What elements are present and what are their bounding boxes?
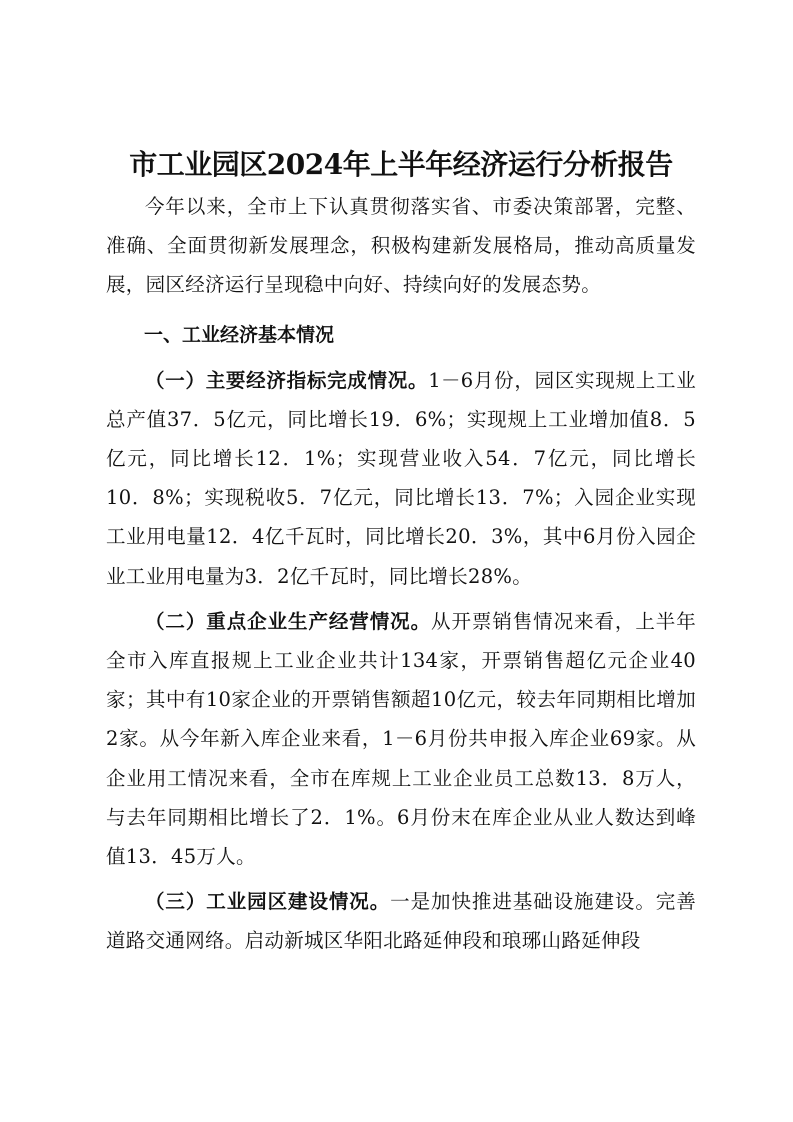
document-title: 市工业园区2024年上半年经济运行分析报告 [129,148,673,181]
paragraph-text: 从开票销售情况来看，上半年全市入库直报规上工业企业共计134家，开票销售超亿元企业40家；其中有10家企业的开票销售额超10亿元，较去年同期相比增加2家。从今年新入库企业来看，1－6月份共申报入库企业69家。从企业用工情况来看，全市在库规上工业企业员工总数13．8万人，与去年同期相比增长了2．1%。6月份末在库企业从业人数达到峰值13．45万人。 [106,609,696,869]
paragraph-lead: （二）重点企业生产经营情况。 [145,609,432,633]
paragraph-park-construction [106,882,696,960]
document-page [106,146,696,961]
paragraph-key-enterprises [106,602,696,876]
paragraph-main-indicators [106,361,696,596]
intro-paragraph: 今年以来，全市上下认真贯彻落实省、市委决策部署，完整、准确、全面贯彻新发展理念，积极构建新发展格局，推动高质量发展，园区经济运行呈现稳中向好、持续向好的发展态势。 [106,195,696,297]
section-heading-1: 一、工业经济基本情况 [144,323,335,346]
paragraph-text: 一是加快推进基础设施建设。完善道路交通网络。启动新城区华阳北路延伸段和琅琊山路延伸段 [106,890,696,953]
paragraph-lead: （三）工业园区建设情况。 [145,890,391,914]
paragraph-text: 1－6月份，园区实现规上工业总产值37．5亿元，同比增长19．6%；实现规上工业增加值8．5亿元，同比增长12．1%；实现营业收入54．7亿元，同比增长10．8%；实现税收5．7亿元，同比增长13．7%；入园企业实现工业用电量12．4亿千瓦时，同比增长20．3%，其中6月份入园企业工业用电量为3．2亿千瓦时，同比增长28%。 [106,368,697,588]
paragraph-lead: （一）主要经济指标完成情况。 [145,368,429,392]
